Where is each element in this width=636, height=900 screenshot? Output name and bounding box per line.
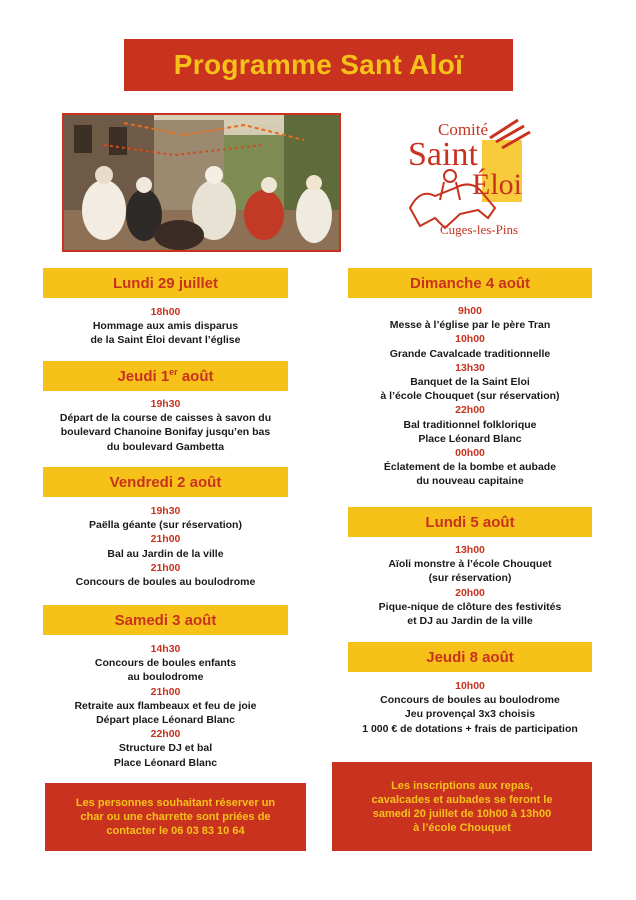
event-time: 14h30 bbox=[150, 643, 181, 655]
events-jeudi-1 bbox=[43, 397, 288, 454]
event-desc: Départ place Léonard Blanc bbox=[96, 714, 235, 727]
day-label: Jeudi 8 août bbox=[426, 648, 514, 666]
day-label: Lundi 5 août bbox=[425, 513, 515, 531]
note-text: Les inscriptions aux repas, cavalcades et aubades se feront le samedi 20 juillet de 10h00 à 13h00 à l’école Chouquet bbox=[371, 779, 553, 834]
event-desc: Bal traditionnel folklorique bbox=[403, 418, 537, 431]
day-header-vendredi-2 bbox=[43, 467, 288, 497]
inscriptions-note bbox=[332, 762, 592, 851]
day-header-lundi-5 bbox=[348, 507, 592, 537]
event-time: 10h00 bbox=[455, 680, 485, 692]
logo-line4: Cuges-les-Pins bbox=[440, 222, 518, 237]
event-desc: Aïoli monstre à l’école Chouquet bbox=[388, 558, 552, 571]
event-time: 13h30 bbox=[455, 361, 485, 374]
day-label: Jeudi 1er août bbox=[117, 367, 214, 385]
event-desc: à l’école Chouquet (sur réservation) bbox=[380, 390, 560, 403]
logo-line3: Éloi bbox=[472, 168, 522, 201]
day-header-jeudi-1 bbox=[43, 361, 288, 391]
reservation-note bbox=[45, 783, 306, 851]
event-time: 22h00 bbox=[455, 404, 485, 417]
event-time: 19h30 bbox=[150, 505, 181, 517]
event-desc: Hommage aux amis disparus bbox=[92, 320, 239, 333]
event-time: 21h00 bbox=[150, 685, 181, 698]
events-jeudi-8 bbox=[348, 679, 592, 736]
event-desc: du boulevard Gambetta bbox=[106, 440, 225, 453]
event-desc: Messe à l’église par le père Tran bbox=[389, 319, 551, 332]
events-lundi-29 bbox=[43, 305, 288, 348]
day-label: Samedi 3 août bbox=[114, 611, 217, 629]
day-header-lundi-29 bbox=[43, 268, 288, 298]
events-samedi-3 bbox=[43, 642, 288, 770]
event-time: 22h00 bbox=[150, 728, 181, 741]
comite-logo bbox=[400, 118, 536, 248]
event-time: 21h00 bbox=[150, 561, 181, 574]
event-desc: Grande Cavalcade traditionnelle bbox=[389, 347, 551, 360]
event-desc: Éclatement de la bombe et aubade bbox=[383, 461, 557, 474]
event-desc: Structure DJ et bal bbox=[118, 742, 213, 755]
event-time: 00h00 bbox=[455, 447, 485, 460]
event-desc: boulevard Chanoine Bonifay jusqu’en bas bbox=[60, 426, 271, 439]
event-desc: et DJ au Jardin de la ville bbox=[407, 615, 533, 628]
events-lundi-5 bbox=[348, 543, 592, 628]
event-desc: Départ de la course de caisses à savon du bbox=[59, 412, 272, 425]
day-header-samedi-3 bbox=[43, 605, 288, 635]
event-time: 20h00 bbox=[455, 586, 485, 599]
day-label: Lundi 29 juillet bbox=[112, 274, 218, 292]
logo-line2: Saint bbox=[408, 136, 478, 173]
page-title: Programme Sant Aloï bbox=[173, 49, 464, 80]
event-time: 18h00 bbox=[150, 306, 181, 318]
event-desc: (sur réservation) bbox=[428, 572, 512, 585]
event-desc: Concours de boules enfants bbox=[94, 657, 237, 670]
event-desc: Retraite aux flambeaux et feu de joie bbox=[74, 699, 257, 712]
event-time: 21h00 bbox=[150, 533, 181, 546]
event-desc: au boulodrome bbox=[127, 671, 204, 684]
day-label: Dimanche 4 août bbox=[409, 274, 531, 292]
events-dimanche-4 bbox=[348, 304, 592, 489]
event-desc: Concours de boules au boulodrome bbox=[75, 576, 256, 589]
event-time: 9h00 bbox=[458, 305, 482, 317]
event-desc: Pique-nique de clôture des festivités bbox=[378, 600, 562, 613]
title-banner bbox=[124, 39, 513, 91]
event-desc: Banquet de la Saint Eloi bbox=[410, 376, 530, 389]
parade-photo-illustration bbox=[64, 115, 339, 250]
logo-line1: Comité bbox=[438, 120, 489, 139]
events-vendredi-2 bbox=[43, 504, 288, 589]
event-time: 10h00 bbox=[455, 333, 485, 346]
day-label: Vendredi 2 août bbox=[109, 473, 222, 491]
day-header-dimanche-4 bbox=[348, 268, 592, 298]
event-desc: de la Saint Éloi devant l’église bbox=[90, 334, 241, 347]
event-desc: Paëlla géante (sur réservation) bbox=[89, 519, 242, 532]
event-desc: Jeu provençal 3x3 choisis bbox=[404, 708, 536, 721]
event-time: 13h00 bbox=[455, 544, 485, 556]
parade-photo bbox=[62, 113, 341, 252]
event-desc: Place Léonard Blanc bbox=[418, 432, 522, 445]
day-header-jeudi-8 bbox=[348, 642, 592, 672]
event-desc: 1 000 € de dotations + frais de participation bbox=[362, 722, 578, 735]
event-desc: Concours de boules au boulodrome bbox=[380, 694, 560, 707]
note-text: Les personnes souhaitant réserver un char ou une charrette sont priées de contacter le 06 03 83 10 64 bbox=[75, 797, 276, 837]
event-time: 19h30 bbox=[150, 398, 181, 410]
event-desc: Bal au Jardin de la ville bbox=[107, 547, 224, 560]
event-desc: Place Léonard Blanc bbox=[113, 756, 218, 769]
event-desc: du nouveau capitaine bbox=[416, 475, 524, 488]
